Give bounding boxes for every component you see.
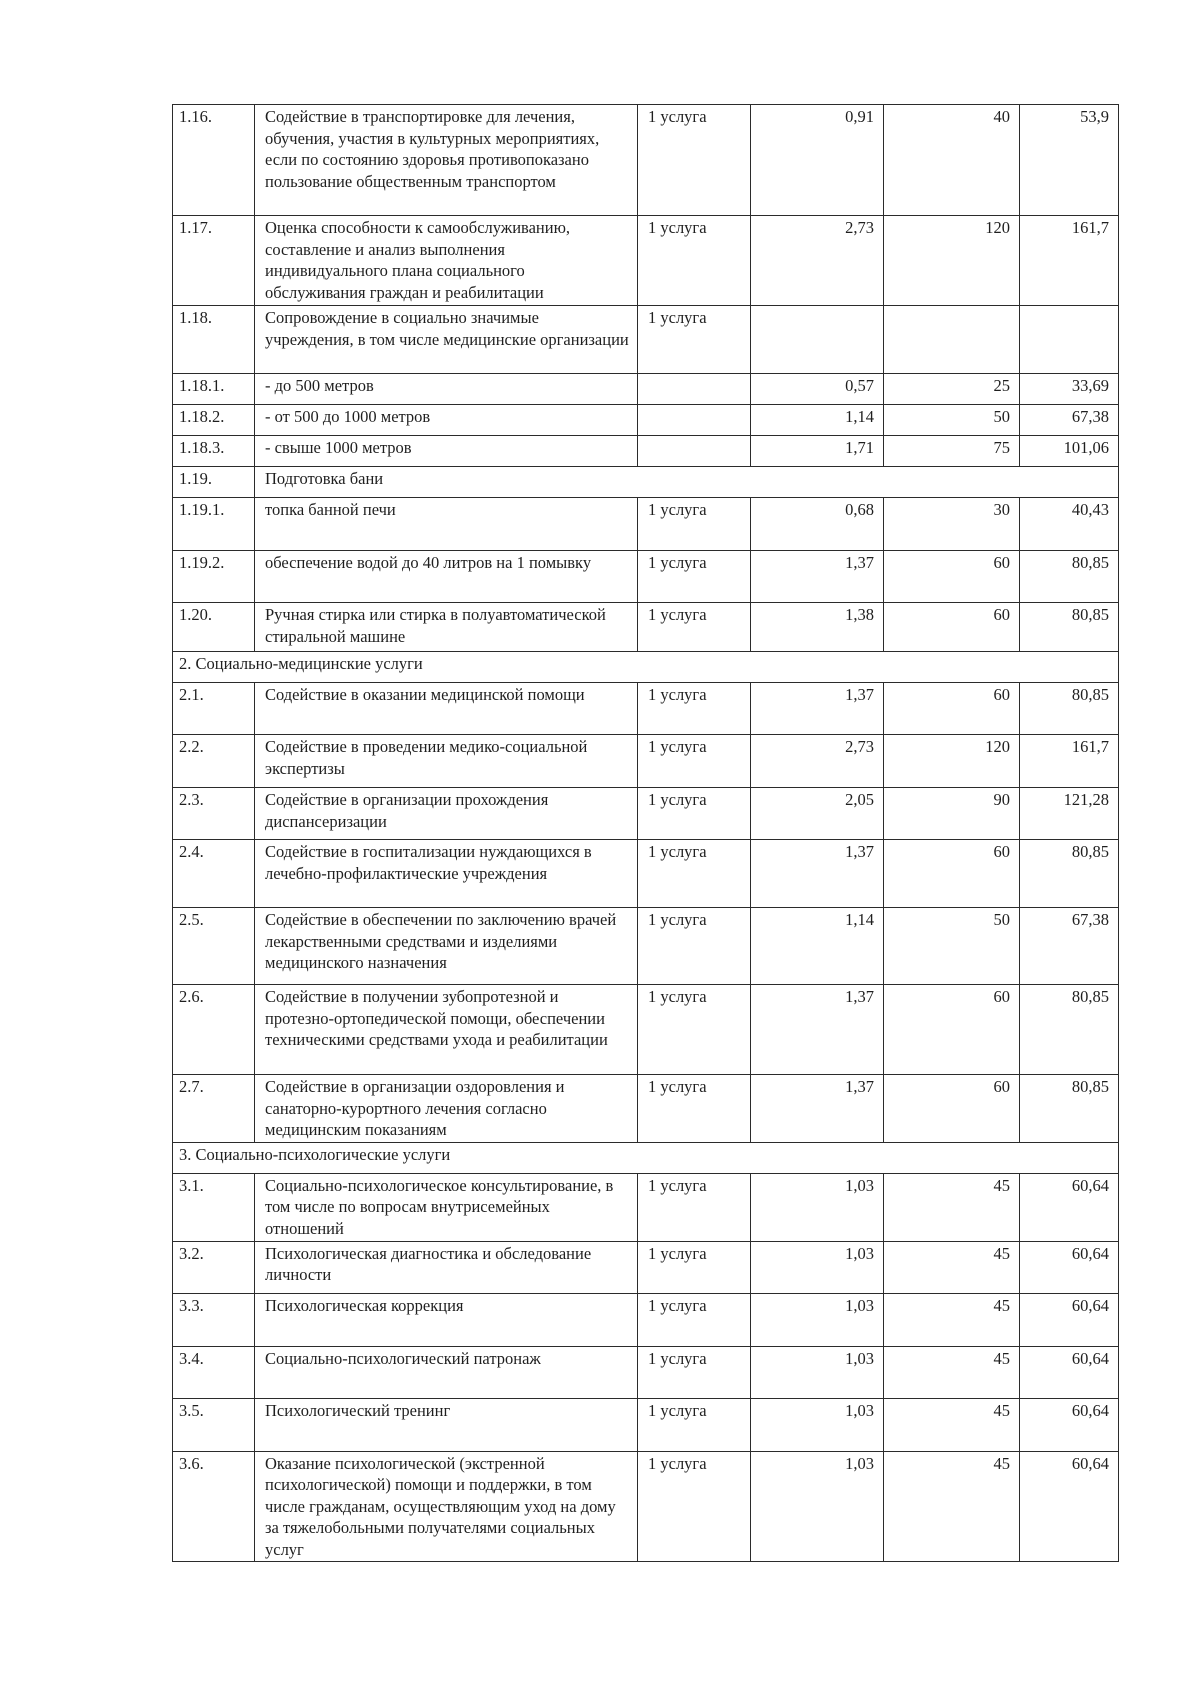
table-row [173,551,1119,603]
item-number: 1.19.2. [173,551,255,603]
item-number: 1.19. [173,467,255,498]
table-row [173,840,1119,908]
tariff-cell: 53,9 [1020,105,1119,216]
table-row [173,652,1119,683]
service-name: Ручная стирка или стирка в полуавтоматической стиральной машине [255,603,638,652]
unit-cell: 1 услуга [638,1346,751,1398]
tariff-cell: 80,85 [1020,1075,1119,1143]
minutes-cell: 30 [884,498,1020,551]
norm-cell: 2,73 [751,735,884,788]
service-name: Оказание психологической (экстренной психологической) помощи и поддержки, в том числе гражданам, осуществляющим уход на дому за тяжелобольными получателями социальных услуг [255,1451,638,1562]
item-number: 3.6. [173,1451,255,1562]
unit-cell: 1 услуга [638,105,751,216]
tariff-cell: 161,7 [1020,735,1119,788]
norm-cell: 1,03 [751,1293,884,1346]
tariff-cell: 80,85 [1020,840,1119,908]
section-heading: 3. Социально-психологические услуги [173,1142,1119,1173]
unit-cell: 1 услуга [638,788,751,840]
unit-cell: 1 услуга [638,1293,751,1346]
table-row [173,498,1119,551]
unit-cell: 1 услуга [638,216,751,306]
service-name: - свыше 1000 метров [255,436,638,467]
norm-cell: 1,03 [751,1346,884,1398]
tariff-table [172,104,1119,1562]
minutes-cell [884,306,1020,374]
table-row [173,1241,1119,1293]
unit-cell: 1 услуга [638,1451,751,1562]
unit-cell: 1 услуга [638,908,751,985]
item-number: 2.1. [173,683,255,735]
table-row [173,436,1119,467]
unit-cell: 1 услуга [638,1173,751,1241]
table-row [173,1293,1119,1346]
norm-cell: 1,37 [751,985,884,1075]
tariff-cell: 80,85 [1020,683,1119,735]
tariff-cell: 60,64 [1020,1173,1119,1241]
item-number: 1.18. [173,306,255,374]
unit-cell: 1 услуга [638,1075,751,1143]
minutes-cell: 50 [884,908,1020,985]
minutes-cell: 45 [884,1451,1020,1562]
item-number: 1.19.1. [173,498,255,551]
tariff-cell: 60,64 [1020,1241,1119,1293]
item-number: 1.20. [173,603,255,652]
norm-cell: 0,57 [751,374,884,405]
norm-cell: 1,37 [751,683,884,735]
tariff-cell: 80,85 [1020,551,1119,603]
table-body [173,105,1119,1562]
service-name: - от 500 до 1000 метров [255,405,638,436]
item-number: 2.2. [173,735,255,788]
service-name: Психологический тренинг [255,1398,638,1451]
table-row [173,467,1119,498]
item-number: 2.4. [173,840,255,908]
minutes-cell: 60 [884,840,1020,908]
norm-cell: 1,14 [751,405,884,436]
table-row [173,788,1119,840]
service-name: Подготовка бани [255,467,1119,498]
tariff-cell: 60,64 [1020,1398,1119,1451]
table-row [173,405,1119,436]
minutes-cell: 45 [884,1241,1020,1293]
unit-cell: 1 услуга [638,985,751,1075]
item-number: 3.2. [173,1241,255,1293]
service-name: Содействие в транспортировке для лечения, обучения, участия в культурных мероприятиях, если по состоянию здоровья противопоказано пользование общественным транспортом [255,105,638,216]
service-name: Психологическая диагностика и обследование личности [255,1241,638,1293]
unit-cell: 1 услуга [638,1241,751,1293]
tariff-cell: 60,64 [1020,1346,1119,1398]
tariff-cell: 161,7 [1020,216,1119,306]
item-number: 3.4. [173,1346,255,1398]
tariff-cell: 60,64 [1020,1293,1119,1346]
minutes-cell: 75 [884,436,1020,467]
norm-cell: 1,71 [751,436,884,467]
table-row [173,374,1119,405]
tariff-cell: 80,85 [1020,603,1119,652]
service-name: Оценка способности к самообслуживанию, составление и анализ выполнения индивидуального плана социального обслуживания граждан и реабилитации [255,216,638,306]
service-name: Содействие в организации прохождения диспансеризации [255,788,638,840]
section-heading: 2. Социально-медицинские услуги [173,652,1119,683]
norm-cell: 0,68 [751,498,884,551]
unit-cell: 1 услуга [638,735,751,788]
table-row [173,1346,1119,1398]
norm-cell: 0,91 [751,105,884,216]
minutes-cell: 45 [884,1293,1020,1346]
table-row [173,105,1119,216]
service-name: Содействие в проведении медико-социальной экспертизы [255,735,638,788]
service-name: Социально-психологический патронаж [255,1346,638,1398]
minutes-cell: 45 [884,1398,1020,1451]
tariff-cell: 60,64 [1020,1451,1119,1562]
norm-cell: 1,37 [751,840,884,908]
unit-cell: 1 услуга [638,1398,751,1451]
item-number: 2.7. [173,1075,255,1143]
item-number: 2.6. [173,985,255,1075]
table-row [173,306,1119,374]
service-name: обеспечение водой до 40 литров на 1 помывку [255,551,638,603]
norm-cell: 1,03 [751,1451,884,1562]
unit-cell: 1 услуга [638,306,751,374]
service-name: Содействие в обеспечении по заключению врачей лекарственными средствами и изделиями медицинского назначения [255,908,638,985]
service-name: Сопровождение в социально значимые учреждения, в том числе медицинские организации [255,306,638,374]
tariff-cell: 33,69 [1020,374,1119,405]
unit-cell: 1 услуга [638,683,751,735]
tariff-cell: 101,06 [1020,436,1119,467]
table-row [173,1398,1119,1451]
unit-cell [638,374,751,405]
item-number: 1.17. [173,216,255,306]
norm-cell: 1,37 [751,551,884,603]
table-row [173,1173,1119,1241]
item-number: 2.3. [173,788,255,840]
item-number: 3.3. [173,1293,255,1346]
table-row [173,985,1119,1075]
table-row [173,1451,1119,1562]
norm-cell: 1,03 [751,1398,884,1451]
minutes-cell: 45 [884,1173,1020,1241]
norm-cell: 1,03 [751,1173,884,1241]
norm-cell: 2,73 [751,216,884,306]
tariff-cell: 80,85 [1020,985,1119,1075]
table-row [173,683,1119,735]
norm-cell: 1,37 [751,1075,884,1143]
table-row [173,1142,1119,1173]
norm-cell: 1,14 [751,908,884,985]
minutes-cell: 60 [884,683,1020,735]
minutes-cell: 60 [884,603,1020,652]
minutes-cell: 120 [884,735,1020,788]
item-number: 2.5. [173,908,255,985]
unit-cell: 1 услуга [638,603,751,652]
item-number: 3.5. [173,1398,255,1451]
minutes-cell: 60 [884,985,1020,1075]
tariff-cell [1020,306,1119,374]
tariff-cell: 67,38 [1020,908,1119,985]
minutes-cell: 90 [884,788,1020,840]
item-number: 1.16. [173,105,255,216]
table-row [173,1075,1119,1143]
tariff-cell: 67,38 [1020,405,1119,436]
table-row [173,908,1119,985]
minutes-cell: 50 [884,405,1020,436]
minutes-cell: 60 [884,1075,1020,1143]
unit-cell [638,436,751,467]
service-name: Содействие в госпитализации нуждающихся в лечебно-профилактические учреждения [255,840,638,908]
unit-cell [638,405,751,436]
item-number: 1.18.1. [173,374,255,405]
unit-cell: 1 услуга [638,840,751,908]
minutes-cell: 120 [884,216,1020,306]
unit-cell: 1 услуга [638,498,751,551]
item-number: 3.1. [173,1173,255,1241]
tariff-cell: 40,43 [1020,498,1119,551]
item-number: 1.18.2. [173,405,255,436]
norm-cell [751,306,884,374]
service-name: - до 500 метров [255,374,638,405]
minutes-cell: 60 [884,551,1020,603]
table-row [173,216,1119,306]
service-name: топка банной печи [255,498,638,551]
table-row [173,603,1119,652]
tariff-cell: 121,28 [1020,788,1119,840]
norm-cell: 1,03 [751,1241,884,1293]
norm-cell: 2,05 [751,788,884,840]
minutes-cell: 45 [884,1346,1020,1398]
table-row [173,735,1119,788]
item-number: 1.18.3. [173,436,255,467]
service-name: Содействие в организации оздоровления и санаторно-курортного лечения согласно медицинским показаниям [255,1075,638,1143]
norm-cell: 1,38 [751,603,884,652]
service-name: Содействие в получении зубопротезной и протезно-ортопедической помощи, обеспечении техническими средствами ухода и реабилитации [255,985,638,1075]
service-name: Социально-психологическое консультирование, в том числе по вопросам внутрисемейных отношений [255,1173,638,1241]
unit-cell: 1 услуга [638,551,751,603]
service-name: Психологическая коррекция [255,1293,638,1346]
minutes-cell: 25 [884,374,1020,405]
service-name: Содействие в оказании медицинской помощи [255,683,638,735]
minutes-cell: 40 [884,105,1020,216]
